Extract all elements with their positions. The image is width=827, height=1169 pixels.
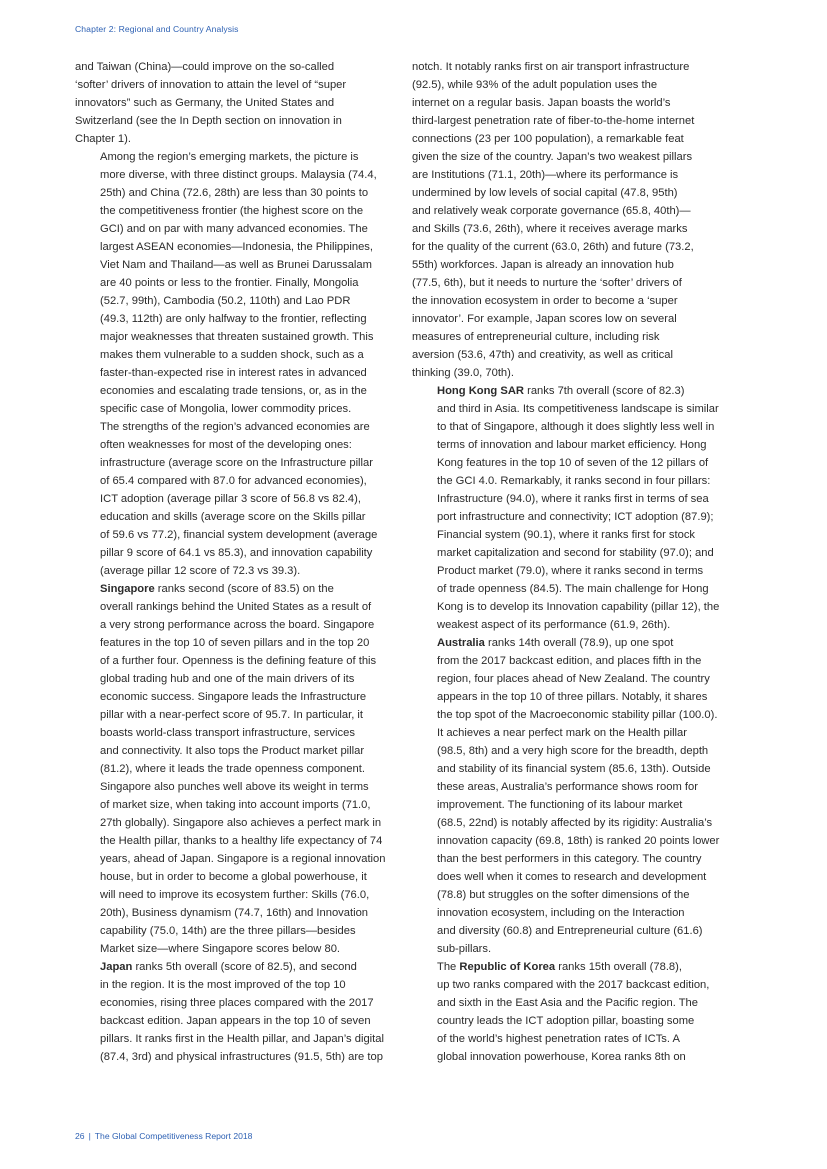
paragraph-korea-first-line: ranks 15th overall (78.8),: [555, 961, 682, 973]
left-column: [75, 58, 390, 1066]
text-line: innovation capacity (69.8, 18th) is ranked 20 points lower: [437, 835, 720, 847]
text-line: ICT adoption (average pillar 3 score of 56.8 vs 82.4),: [100, 493, 361, 505]
text-line: capability (75.0, 14th) are the three pillars—besides: [100, 925, 356, 937]
text-line: (98.5, 8th) and a very high score for the breadth, depth: [437, 745, 709, 757]
text-line: overall rankings behind the United States as a result of: [100, 601, 372, 613]
text-line: It achieves a near perfect mark on the Health pillar: [437, 727, 687, 739]
text-line: for the quality of the current (63.0, 26th) and future (73.2,: [412, 241, 694, 253]
text-line: will need to improve its ecosystem further: Skills (76.0,: [100, 889, 370, 901]
text-line: specific case of Mongolia, lower commodity prices.: [100, 403, 352, 415]
text-line: from the 2017 backcast edition, and places fifth in the: [437, 655, 702, 667]
text-line: and sixth in the East Asia and the Pacific region. The: [437, 997, 698, 1009]
text-line: are Institutions (71.1, 20th)—where its performance is: [412, 169, 679, 181]
text-line: appears in the top 10 of three pillars. Notably, it shares: [437, 691, 708, 703]
text-line: of market size, when taking into account imports (71.0,: [100, 799, 371, 811]
text-line: GCI) and on par with many advanced economies. The: [100, 223, 368, 235]
text-line: house, but in order to become a global powerhouse, it: [100, 871, 367, 883]
right-column: [412, 58, 727, 1066]
text-line: the GCI 4.0. Remarkably, it ranks second in four pillars:: [437, 475, 711, 487]
paragraph-korea: [412, 958, 727, 1066]
text-line: innovators” such as Germany, the United States and: [75, 97, 335, 109]
text-line: than the best performers in this category. The country: [437, 853, 702, 865]
page-number: 26: [75, 1131, 85, 1141]
paragraph-korea-pre: The: [437, 961, 460, 973]
paragraph-australia-first-line: ranks 14th overall (78.9), up one spot: [484, 637, 674, 649]
text-line: and Skills (73.6, 26th), where it receives average marks: [412, 223, 688, 235]
text-line: the competitiveness frontier (the highest score on the: [100, 205, 364, 217]
publication-title: The Global Competitiveness Report 2018: [94, 1131, 253, 1141]
paragraph-korea-body: [412, 976, 727, 1066]
text-line: economies, rising three places compared with the 2017: [100, 997, 374, 1009]
text-line: given the size of the country. Japan’s two weakest pillars: [412, 151, 693, 163]
country-name-hong-kong: Hong Kong SAR: [437, 385, 524, 397]
text-line: Singapore also punches well above its weight in terms: [100, 781, 369, 793]
text-line: up two ranks compared with the 2017 backcast edition,: [437, 979, 710, 991]
text-line: (87.4, 3rd) and physical infrastructures (91.5, 5th) are top: [100, 1051, 383, 1063]
text-line: (81.2), where it leads the trade openness component.: [100, 763, 365, 775]
text-line: in the region. It is the most improved of the top 10: [100, 979, 346, 991]
text-line: connections (23 per 100 population), a remarkable feat: [412, 133, 684, 145]
paragraph-emerging-markets: [75, 148, 390, 580]
text-line: (92.5), while 93% of the adult population uses the: [412, 79, 658, 91]
text-line: 20th), Business dynamism (74.7, 16th) and Innovation: [100, 907, 369, 919]
running-header: Chapter 2: Regional and Country Analysis: [75, 24, 239, 34]
text-line: of 59.6 vs 77.2), financial system development (average: [100, 529, 378, 541]
text-line: major weaknesses that threaten sustained growth. This: [100, 331, 374, 343]
text-line: (49.3, 112th) are only halfway to the frontier, reflecting: [100, 313, 367, 325]
text-line: to that of Singapore, although it does slightly less well in: [437, 421, 715, 433]
paragraph-hong-kong-first-line: ranks 7th overall (score of 82.3): [524, 385, 685, 397]
text-line: largest ASEAN economies—Indonesia, the Philippines,: [100, 241, 374, 253]
text-line: makes them vulnerable to a sudden shock, such as a: [100, 349, 364, 361]
paragraph-hong-kong-body: [412, 400, 727, 634]
text-line: ‘softer’ drivers of innovation to attain the level of “super: [75, 79, 347, 91]
paragraph-singapore: [75, 580, 390, 958]
text-line: (68.5, 22nd) is notably affected by its rigidity: Australia’s: [437, 817, 713, 829]
text-line: market capitalization and second for stability (97.0); and: [437, 547, 714, 559]
text-line: innovator’. For example, Japan scores low on several: [412, 313, 677, 325]
text-line: education and skills (average score on the Skills pillar: [100, 511, 366, 523]
text-line: more diverse, with three distinct groups. Malaysia (74.4,: [100, 169, 377, 181]
text-line: global trading hub and one of the main drivers of its: [100, 673, 355, 685]
text-line: global innovation powerhouse, Korea ranks 8th on: [437, 1051, 686, 1063]
text-line: improvement. The functioning of its labour market: [437, 799, 683, 811]
text-line: Market size—where Singapore scores below 80.: [100, 943, 341, 955]
paragraph-australia: [412, 634, 727, 958]
text-line: Kong features in the top 10 of seven of the 12 pillars of: [437, 457, 709, 469]
text-line: and Taiwan (China)—could improve on the so-called: [75, 61, 335, 73]
text-line: and third in Asia. Its competitiveness landscape is similar: [437, 403, 719, 415]
text-line: undermined by low levels of social capital (47.8, 95th): [412, 187, 678, 199]
text-line: Viet Nam and Thailand—as well as Brunei Darussalam: [100, 259, 372, 271]
text-line: region, four places ahead of New Zealand. The country: [437, 673, 710, 685]
text-line: and relatively weak corporate governance (65.8, 40th)—: [412, 205, 691, 217]
text-line: 27th globally). Singapore also achieves a perfect mark in: [100, 817, 382, 829]
text-line: the top spot of the Macroeconomic stability pillar (100.0).: [437, 709, 718, 721]
text-line: country leads the ICT adoption pillar, boasting some: [437, 1015, 695, 1027]
paragraph-innovators: [75, 58, 390, 148]
text-line: Chapter 1).: [75, 133, 131, 145]
text-line: pillar with a near-perfect score of 95.7. In particular, it: [100, 709, 364, 721]
text-line: the Health pillar, thanks to a healthy life expectancy of 74: [100, 835, 383, 847]
text-line: measures of entrepreneurial culture, including risk: [412, 331, 660, 343]
text-line: Product market (79.0), where it ranks second in terms: [437, 565, 704, 577]
text-line: features in the top 10 of seven pillars and in the top 20: [100, 637, 370, 649]
text-line: boasts world-class transport infrastructure, services: [100, 727, 355, 739]
text-line: notch. It notably ranks first on air transport infrastructure: [412, 61, 690, 73]
text-line: port infrastructure and connectivity; ICT adoption (87.9);: [437, 511, 714, 523]
text-line: of the world’s highest penetration rates of ICTs. A: [437, 1033, 680, 1045]
text-line: pillars. It ranks first in the Health pillar, and Japan’s digital: [100, 1033, 384, 1045]
text-line: often weaknesses for most of the developing ones:: [100, 439, 352, 451]
paragraph-australia-body: [412, 652, 727, 958]
text-line: and diversity (60.8) and Entrepreneurial culture (61.6): [437, 925, 703, 937]
page-footer: [75, 1131, 252, 1141]
text-line: of trade openness (84.5). The main challenge for Hong: [437, 583, 709, 595]
text-line: third-largest penetration rate of fiber-to-the-home internet: [412, 115, 695, 127]
text-line: backcast edition. Japan appears in the top 10 of seven: [100, 1015, 371, 1027]
text-line: pillar 9 score of 64.1 vs 85.3), and innovation capability: [100, 547, 373, 559]
text-line: weakest aspect of its performance (61.9, 26th).: [437, 619, 671, 631]
text-line: (78.8) but struggles on the softer dimensions of the: [437, 889, 690, 901]
text-line: thinking (39.0, 70th).: [412, 367, 514, 379]
text-line: Among the region’s emerging markets, the picture is: [100, 151, 359, 163]
text-line: the innovation ecosystem in order to become a ‘super: [412, 295, 678, 307]
text-line: Financial system (90.1), where it ranks first for stock: [437, 529, 696, 541]
text-line: The strengths of the region’s advanced economies are: [100, 421, 370, 433]
text-line: faster-than-expected rise in interest rates in advanced: [100, 367, 367, 379]
text-line: economies and escalating trade tensions, or, as in the: [100, 385, 367, 397]
text-line: aversion (53.6, 47th) and creativity, as well as critical: [412, 349, 673, 361]
paragraph-japan-continued: [412, 58, 727, 382]
text-line: (average pillar 12 score of 72.3 vs 39.3).: [100, 565, 301, 577]
text-line: economic success. Singapore leads the Infrastructure: [100, 691, 367, 703]
footer-separator: |: [88, 1131, 91, 1141]
text-line: are 40 points or less to the frontier. Finally, Mongolia: [100, 277, 359, 289]
text-line: terms of innovation and labour market efficiency. Hong: [437, 439, 707, 451]
text-line: Switzerland (see the In Depth section on innovation in: [75, 115, 342, 127]
text-line: of 65.4 compared with 87.0 for advanced economies),: [100, 475, 367, 487]
text-line: innovation ecosystem, including on the Interaction: [437, 907, 685, 919]
text-line: and stability of its financial system (85.6, 13th). Outside: [437, 763, 711, 775]
paragraph-japan: [75, 958, 390, 1066]
text-line: Infrastructure (94.0), where it ranks first in terms of sea: [437, 493, 709, 505]
paragraph-japan-body: [75, 976, 390, 1066]
text-line: internet on a regular basis. Japan boasts the world’s: [412, 97, 671, 109]
text-line: these areas, Australia’s performance shows room for: [437, 781, 698, 793]
text-line: infrastructure (average score on the Infrastructure pillar: [100, 457, 373, 469]
paragraph-singapore-first-line: ranks second (score of 83.5) on the: [154, 583, 334, 595]
country-name-japan: Japan: [100, 961, 133, 973]
text-line: Kong is to develop its Innovation capability (pillar 12), the: [437, 601, 720, 613]
country-name-australia: Australia: [437, 637, 485, 649]
text-line: 25th) and China (72.6, 28th) are less than 30 points to: [100, 187, 369, 199]
paragraph-singapore-body: [75, 598, 390, 958]
paragraph-hong-kong: [412, 382, 727, 634]
paragraph-japan-first-line: ranks 5th overall (score of 82.5), and second: [132, 961, 357, 973]
text-line: of a further four. Openness is the defining feature of this: [100, 655, 377, 667]
text-line: (52.7, 99th), Cambodia (50.2, 110th) and Lao PDR: [100, 295, 351, 307]
text-line: (77.5, 6th), but it needs to nurture the ‘softer’ drivers of: [412, 277, 682, 289]
text-line: a very strong performance across the board. Singapore: [100, 619, 375, 631]
text-line: 55th) workforces. Japan is already an innovation hub: [412, 259, 674, 271]
text-line: and connectivity. It also tops the Product market pillar: [100, 745, 365, 757]
text-line: sub-pillars.: [437, 943, 492, 955]
country-name-korea: Republic of Korea: [459, 961, 556, 973]
text-line: does well when it comes to research and development: [437, 871, 707, 883]
country-name-singapore: Singapore: [100, 583, 155, 595]
text-line: years, ahead of Japan. Singapore is a regional innovation: [100, 853, 386, 865]
